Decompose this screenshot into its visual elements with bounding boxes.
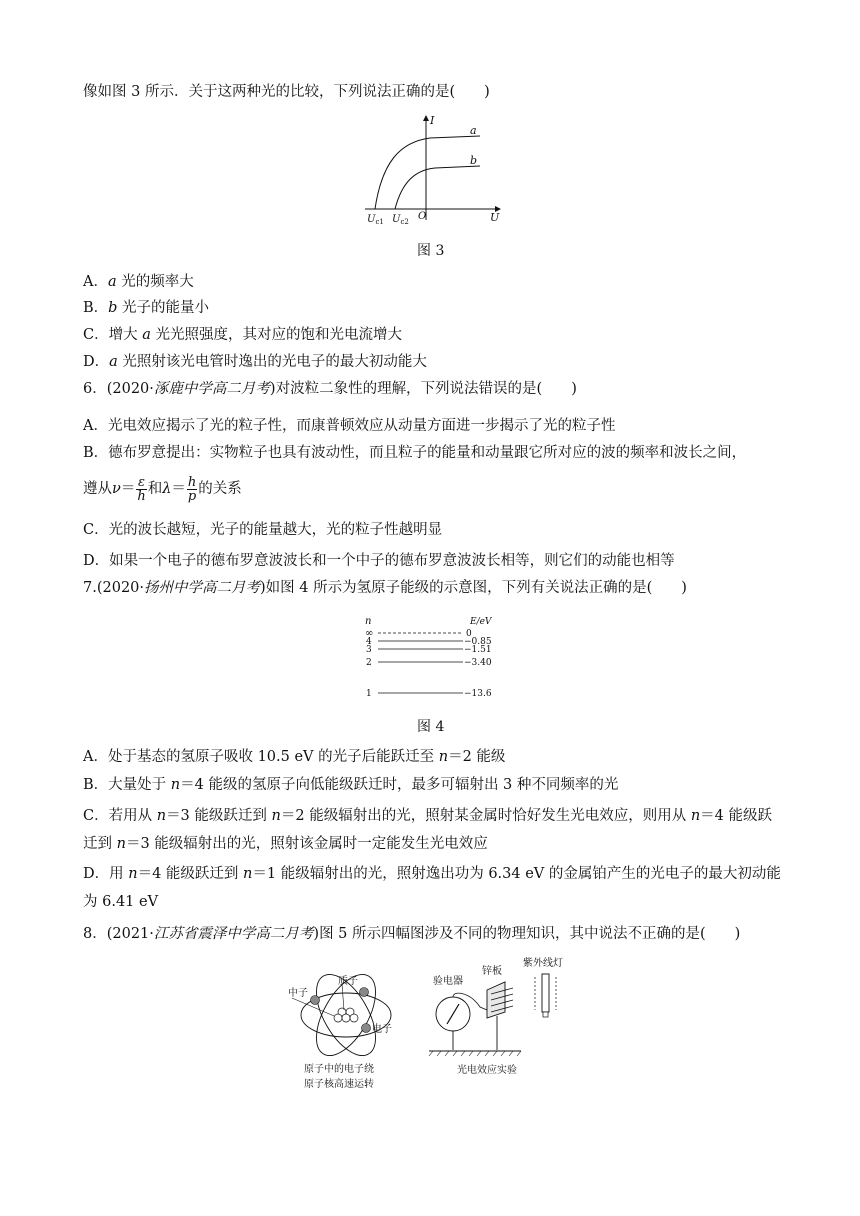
q7-option-c-line2: 迁到 n＝3 能级辐射出的光，照射该金属时一定能发生光电效应 xyxy=(83,836,488,852)
figure-5-atom-model xyxy=(284,960,414,1092)
q7-option-a: A．处于基态的氢原子吸收 10.5 eV 的光子后能跃迁至 n＝2 能级 xyxy=(83,749,506,765)
q7-option-c-line1: C．若用从 n＝3 能级跃迁到 n＝2 能级辐射出的光，照射某金属时恰好发生光电效应，则用从 n＝4 能级跃 xyxy=(83,808,772,824)
svg-text:Uc1 xyxy=(367,214,384,226)
curve-b xyxy=(395,166,480,209)
q6-option-d: D．如果一个电子的德布罗意波波长和一个中子的德布罗意波波长相等，则它们的动能也相等 xyxy=(83,553,675,569)
figure-3-iu-graph xyxy=(360,112,510,227)
level-2-n: 2 xyxy=(366,658,372,668)
level-inf-e: 0 xyxy=(466,629,472,639)
q5-option-a: A．a 光的频率大 xyxy=(83,274,194,290)
uc1-label: U xyxy=(367,214,376,225)
uc1-sub: c1 xyxy=(375,218,384,226)
curve-a xyxy=(375,136,480,209)
uv-lamp xyxy=(542,974,549,1012)
e-label: E/eV xyxy=(470,617,492,627)
figure-5-photoelectric-experiment xyxy=(425,952,585,1082)
n-label: n xyxy=(365,616,372,627)
atom-caption-1: 原子中的电子绕 xyxy=(304,1064,374,1075)
electron-dot-1 xyxy=(311,996,320,1005)
q6-option-c: C．光的波长越短，光子的能量越大，光的粒子性越明显 xyxy=(83,522,443,538)
nucleus xyxy=(334,1008,358,1022)
q7-option-d-line1: D．用 n＝4 能级跃迁到 n＝1 能级辐射出的光，照射逸出功为 6.34 eV 的金属铂产生的光电子的最大初动能 xyxy=(83,866,781,882)
svg-text:Uc2 xyxy=(392,214,409,226)
q5-option-d: D．a 光照射该光电管时逸出的光电子的最大初动能大 xyxy=(83,354,427,370)
zinc-plate xyxy=(487,982,505,1018)
level-4-n: 4 xyxy=(366,637,372,647)
q5-option-b: B．b 光子的能量小 xyxy=(83,300,210,316)
electron-label: 电子 xyxy=(372,1024,392,1035)
level-3-e: −1.51 xyxy=(464,645,492,655)
uv-lamp-label: 紫外线灯 xyxy=(523,958,563,969)
q6-option-b-line2: 遵从ν＝ $\frac{\varepsilon}{h}$ 和λ＝ $\frac{h}{p}$ 的关系 xyxy=(83,474,242,504)
q5-stem: 像如图 3 所示．关于这两种光的比较，下列说法正确的是( ) xyxy=(83,84,490,100)
q7-stem: 7.(2020·扬州中学高二月考)如图 4 所示为氢原子能级的示意图，下列有关说法正确的是( ) xyxy=(83,580,687,596)
figure-3-caption: 图 3 xyxy=(417,243,445,259)
proton-label: 质子 xyxy=(338,976,358,987)
figure-4-caption: 图 4 xyxy=(417,719,445,735)
curve-b-label: b xyxy=(470,154,478,167)
level-1-n: 1 xyxy=(366,689,372,699)
q7-option-b: B．大量处于 n＝4 能级的氢原子向低能级跃迁时，最多可辐射出 3 种不同频率的光 xyxy=(83,777,619,793)
neutron-label: 中子 xyxy=(288,988,308,999)
q8-stem: 8．(2021·江苏省震泽中学高二月考)图 5 所示四幅图涉及不同的物理知识，其中说法不正确的是( ) xyxy=(83,926,741,942)
level-4-e: −0.85 xyxy=(464,637,492,647)
q7-option-d-line2: 为 6.41 eV xyxy=(83,894,159,910)
level-2-e: −3.40 xyxy=(464,658,492,668)
q6-stem: 6．(2020·涿鹿中学高二月考)对波粒二象性的理解，下列说法错误的是( ) xyxy=(83,381,577,397)
level-inf-n: ∞ xyxy=(365,628,374,639)
u-axis-label: U xyxy=(490,211,500,224)
electroscope-label: 验电器 xyxy=(433,976,463,987)
level-1-e: −13.6 xyxy=(464,689,492,699)
electron-dot-3 xyxy=(362,1024,371,1033)
q6-option-b-line1: B．德布罗意提出：实物粒子也具有波动性，而且粒子的能量和动量跟它所对应的波的频率和波长之间， xyxy=(83,445,747,461)
origin-label: O xyxy=(418,211,427,222)
zinc-plate-label: 锌板 xyxy=(482,966,502,977)
level-3-n: 3 xyxy=(366,645,372,655)
electron-dot-2 xyxy=(360,988,369,997)
atom-caption-2: 原子核高速运转 xyxy=(304,1079,374,1090)
fraction-h-p: $\frac{h}{p}$ xyxy=(187,474,197,504)
fraction-eps-h: $\frac{\varepsilon}{h}$ xyxy=(137,474,146,504)
uc2-label: U xyxy=(392,214,401,225)
q6-option-a: A．光电效应揭示了光的粒子性，而康普顿效应从动量方面进一步揭示了光的粒子性 xyxy=(83,418,616,434)
photoelectric-caption: 光电效应实验 xyxy=(457,1065,517,1076)
curve-a-label: a xyxy=(470,124,477,137)
i-axis-label: I xyxy=(430,114,435,127)
uc2-sub: c2 xyxy=(400,218,409,226)
figure-4-energy-levels xyxy=(360,612,510,704)
q5-option-c: C．增大 a 光光照强度，其对应的饱和光电流增大 xyxy=(83,327,402,343)
